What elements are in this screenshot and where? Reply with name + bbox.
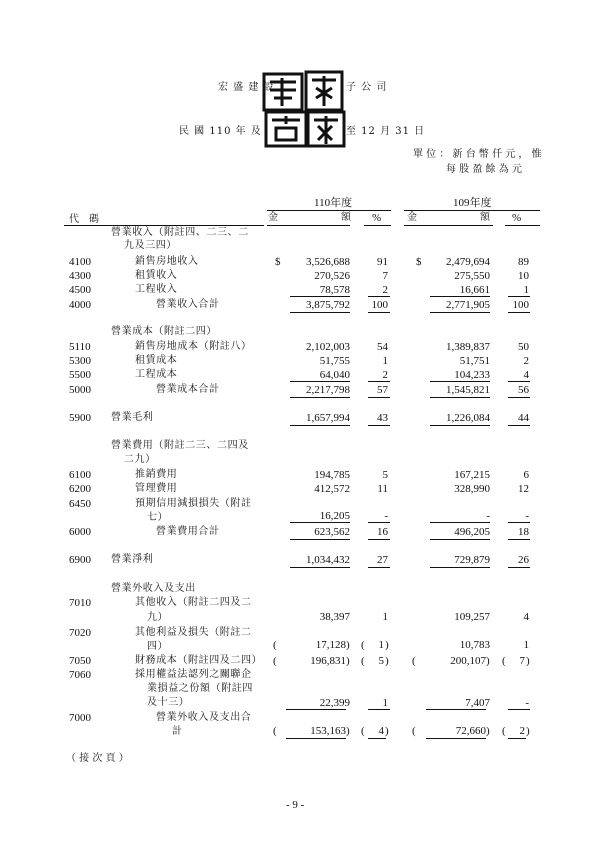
row-code: 4100 (69, 256, 91, 268)
paren-close: ) (385, 639, 389, 651)
pct-109: 6 (523, 469, 529, 481)
value-109: 72,660 (455, 725, 486, 737)
subtotal-rule (430, 522, 490, 523)
amount-header-a-109: 金 (407, 212, 417, 223)
paren-close: ) (385, 725, 389, 737)
row-label: 營業收入合計 (156, 299, 220, 310)
subtotal-rule (286, 709, 346, 710)
row-code: 5900 (69, 412, 91, 424)
row-label: 銷售房地收入 (135, 256, 199, 267)
paren-open: ( (361, 655, 365, 667)
paren-open: ( (361, 725, 365, 737)
value-110: 1,657,994 (306, 412, 350, 424)
row-label-cont: 計 (172, 726, 183, 737)
pct-109: 1 (523, 284, 529, 296)
amount-header-a-110: 金 (268, 212, 278, 223)
pct-109: 89 (518, 256, 529, 268)
value-110: 38,397 (319, 611, 350, 623)
row-code: 7060 (69, 669, 91, 681)
pct-110: 7 (382, 270, 388, 282)
total-rule (508, 425, 530, 426)
value-109: 328,990 (454, 483, 490, 495)
subtotal-rule (290, 381, 350, 382)
paren-open: ( (361, 639, 365, 651)
value-109: 1,226,084 (446, 412, 490, 424)
total-rule (508, 567, 530, 568)
row-label: 銷售房地成本（附註八） (135, 341, 252, 352)
company-name-left: 宏 盛 建 設 (218, 82, 275, 93)
value-110: 194,785 (314, 469, 350, 481)
year-110-header: 110年度 (314, 197, 353, 209)
pct-header-rule-109 (505, 225, 540, 226)
company-seal-stamp (262, 70, 346, 150)
paren-open: ( (273, 639, 277, 651)
paren-close: ) (486, 725, 490, 737)
value-109: 109,257 (454, 611, 490, 623)
paren-open: ( (412, 655, 416, 667)
subtotal-rule (290, 522, 350, 523)
code-header-rule (64, 225, 264, 226)
pct-110: 4 (378, 725, 384, 737)
section-label-expenses-cont: 二九） (124, 454, 156, 465)
total-rule (508, 312, 530, 313)
row-code: 6450 (69, 498, 91, 510)
pct-109: 26 (518, 554, 529, 566)
subtotal-rule (368, 381, 390, 382)
value-109: 167,215 (454, 469, 490, 481)
value-110: 16,205 (319, 510, 350, 522)
paren-close: ) (526, 725, 530, 737)
pct-109: 12 (518, 483, 529, 495)
total-rule (368, 567, 390, 568)
pct-110: 1 (382, 611, 388, 623)
pct-109: 44 (518, 412, 529, 424)
row-label: 工程成本 (135, 369, 178, 380)
paren-open: ( (502, 655, 506, 667)
row-code: 5110 (69, 341, 91, 353)
row-code: 7010 (69, 597, 91, 609)
row-label: 其他收入（附註二四及二 (135, 597, 252, 608)
value-109: 104,233 (454, 369, 490, 381)
row-label: 營業外收入及支出合 (156, 712, 252, 723)
value-110: 196,831 (310, 655, 346, 667)
row-label: 租賃收入 (135, 270, 178, 281)
row-label: 財務成本（附註四及二四） (135, 655, 263, 666)
subtotal-rule (290, 296, 350, 297)
total-rule (368, 397, 390, 398)
value-110: 2,102,003 (306, 341, 350, 353)
row-label-cont: 九） (147, 612, 169, 623)
section-label-revenue: 營業收入（附註四、二三、二 (111, 227, 249, 238)
pct-109: 18 (518, 526, 529, 538)
pct-109: - (525, 697, 529, 709)
section-label-cost: 營業成本（附註二四） (111, 326, 217, 337)
row-label-cont2: 及十三） (147, 697, 190, 708)
total-rule (290, 567, 350, 568)
pct-110: 1 (382, 355, 388, 367)
pct-110: 2 (382, 369, 388, 381)
pct-109: 10 (518, 270, 529, 282)
total-rule (368, 738, 386, 739)
pct-header-110: % (372, 212, 382, 224)
row-code: 4500 (69, 284, 91, 296)
row-label: 營業費用合計 (156, 526, 220, 537)
year-109-rule (404, 210, 540, 211)
value-110: 1,034,432 (306, 554, 350, 566)
value-109: 2,479,694 (446, 256, 490, 268)
value-109: 729,879 (454, 554, 490, 566)
pct-109: 1 (523, 639, 529, 651)
pct-109: 4 (523, 369, 529, 381)
pct-109: 56 (518, 384, 529, 396)
pct-109: 7 (519, 655, 525, 667)
subtotal-rule (430, 381, 490, 382)
row-label: 管理費用 (135, 483, 178, 494)
total-rule (430, 397, 490, 398)
total-rule (430, 312, 490, 313)
value-109: 275,550 (454, 270, 490, 282)
value-109: 51,751 (459, 355, 490, 367)
row-code: 4300 (69, 270, 91, 282)
pct-109: 2 (519, 725, 525, 737)
row-code: 7050 (69, 655, 91, 667)
amount-header-rule-109 (404, 225, 493, 226)
pct-109: 50 (518, 341, 529, 353)
subtotal-rule (426, 709, 486, 710)
value-109: 16,661 (459, 284, 490, 296)
section-label-expenses: 營業費用（附註二三、二四及 (111, 440, 249, 451)
value-109: - (486, 510, 490, 522)
value-109: 1,545,821 (446, 384, 490, 396)
total-rule (368, 425, 390, 426)
total-rule (508, 738, 526, 739)
value-110: 64,040 (319, 369, 350, 381)
row-code: 6900 (69, 554, 91, 566)
amount-header-b-110: 額 (341, 212, 351, 223)
subtotal-rule (508, 522, 530, 523)
row-label: 工程收入 (135, 284, 178, 295)
total-rule (368, 539, 390, 540)
row-label: 推銷費用 (135, 469, 178, 480)
row-code: 6000 (69, 526, 91, 538)
pct-110: 54 (377, 341, 388, 353)
code-column-header: 代 碼 (69, 214, 99, 225)
row-label: 其他利益及損失（附註二 (135, 627, 252, 638)
pct-110: 1 (378, 639, 384, 651)
paren-open: ( (412, 725, 416, 737)
row-label: 營業毛利 (111, 412, 154, 423)
row-code: 5300 (69, 355, 91, 367)
currency-symbol-110: $ (275, 256, 281, 268)
total-rule (508, 539, 530, 540)
value-109: 2,771,905 (446, 299, 490, 311)
total-rule (290, 425, 350, 426)
row-label-cont: 業損益之份額（附註四 (147, 683, 253, 694)
subtotal-rule (508, 709, 530, 710)
row-code: 4000 (69, 299, 91, 311)
value-110: 22,399 (319, 697, 350, 709)
pct-110: 91 (377, 256, 388, 268)
pct-header-rule-110 (364, 225, 391, 226)
amount-header-rule-110 (267, 225, 350, 226)
row-label: 營業成本合計 (156, 384, 220, 395)
row-label: 營業淨利 (111, 554, 154, 565)
paren-close: ) (486, 655, 490, 667)
total-rule (508, 397, 530, 398)
pct-109: 100 (512, 299, 529, 311)
subtotal-rule (368, 296, 390, 297)
section-label-revenue-cont: 九及三四） (124, 240, 177, 251)
value-109: 200,107 (450, 655, 486, 667)
total-rule (430, 425, 490, 426)
pct-110: 43 (377, 412, 388, 424)
amount-header-b-109: 額 (480, 212, 490, 223)
company-name-right: 子 公 司 (346, 82, 388, 93)
subtotal-rule (430, 296, 490, 297)
value-109: 10,783 (459, 639, 490, 651)
unit-note-line1: 單 位 ： 新 台 幣 仟 元 ， 惟 (413, 149, 542, 160)
value-110: 3,875,792 (306, 299, 350, 311)
row-label: 預期信用減損損失（附註 (135, 498, 252, 509)
value-110: 17,128 (315, 639, 346, 651)
row-label-cont: 七） (147, 512, 169, 523)
value-110: 412,572 (314, 483, 350, 495)
paren-close: ) (346, 655, 350, 667)
total-rule (290, 312, 350, 313)
continued-next-page: （ 接 次 頁 ） (66, 753, 129, 764)
value-110: 51,755 (319, 355, 350, 367)
period-left: 民 國 110 年 及 (179, 126, 262, 137)
row-label-cont: 四） (147, 641, 169, 652)
total-rule (290, 539, 350, 540)
row-code: 6100 (69, 469, 91, 481)
row-code: 7020 (69, 627, 91, 639)
subtotal-rule (368, 522, 390, 523)
paren-open: ( (502, 725, 506, 737)
paren-open: ( (273, 725, 277, 737)
pct-109: - (525, 510, 529, 522)
row-code: 6200 (69, 483, 91, 495)
subtotal-rule (508, 296, 530, 297)
total-rule (430, 567, 490, 568)
pct-header-109: % (512, 212, 522, 224)
subtotal-rule (368, 709, 390, 710)
value-110: 2,217,798 (306, 384, 350, 396)
period-right: 至 12 月 31 日 (346, 126, 426, 137)
pct-110: 5 (382, 469, 388, 481)
paren-close: ) (526, 655, 530, 667)
page-number: - 9 - (286, 799, 305, 811)
pct-110: 5 (378, 655, 384, 667)
pct-109: 2 (523, 355, 529, 367)
pct-110: 1 (382, 697, 388, 709)
pct-110: 100 (371, 299, 388, 311)
row-code: 5500 (69, 369, 91, 381)
value-109: 7,407 (465, 697, 490, 709)
year-110-rule (267, 210, 391, 211)
pct-110: - (384, 510, 388, 522)
total-rule (368, 312, 390, 313)
value-110: 153,163 (310, 725, 346, 737)
row-label: 採用權益法認列之關聯企 (135, 669, 252, 680)
paren-close: ) (385, 655, 389, 667)
paren-close: ) (346, 639, 350, 651)
total-rule (426, 738, 486, 739)
total-rule (430, 539, 490, 540)
total-rule (286, 738, 346, 739)
unit-note-line2: 每 股 盈 餘 為 元 (446, 164, 522, 175)
paren-open: ( (273, 655, 277, 667)
row-code: 7000 (69, 712, 91, 724)
value-110: 623,562 (314, 526, 350, 538)
year-109-header: 109年度 (453, 197, 492, 209)
row-label: 租賃成本 (135, 355, 178, 366)
pct-110: 11 (377, 483, 388, 495)
pct-110: 2 (382, 284, 388, 296)
value-109: 1,389,837 (446, 341, 490, 353)
pct-110: 16 (377, 526, 388, 538)
pct-109: 4 (523, 611, 529, 623)
value-110: 3,526,688 (306, 256, 350, 268)
row-code: 5000 (69, 384, 91, 396)
pct-110: 57 (377, 384, 388, 396)
section-label-nonoperating: 營業外收入及支出 (111, 583, 196, 594)
paren-close: ) (346, 725, 350, 737)
currency-symbol-109: $ (416, 256, 422, 268)
subtotal-rule (508, 381, 530, 382)
value-109: 496,205 (454, 526, 490, 538)
total-rule (290, 397, 350, 398)
value-110: 78,578 (319, 284, 350, 296)
pct-110: 27 (377, 554, 388, 566)
value-110: 270,526 (314, 270, 350, 282)
